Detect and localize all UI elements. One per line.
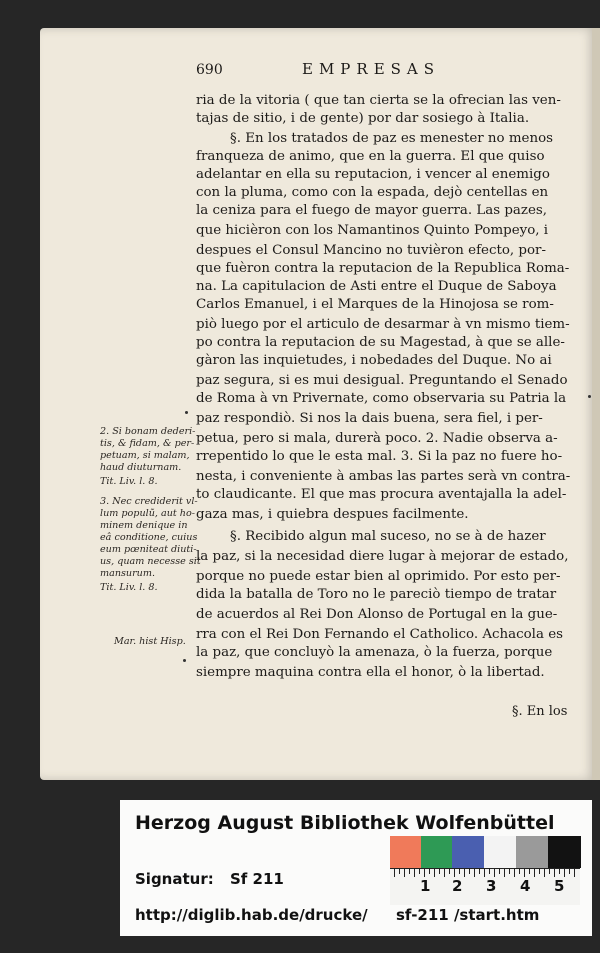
ruler-tick bbox=[404, 869, 405, 877]
text-line: adelantar en ella su reputacion, i vencer al enemigo bbox=[196, 167, 550, 182]
text-line: porque no puede estar bien al oprimido. Por esto per- bbox=[196, 569, 561, 584]
color-swatch-white bbox=[484, 836, 517, 868]
ruler-tick bbox=[469, 869, 470, 874]
ruler-tick bbox=[544, 869, 545, 877]
ruler-number: 4 bbox=[520, 877, 531, 895]
text-line: rrepentido lo que le esta mal. 3. Si la paz no fuere ho- bbox=[196, 449, 563, 464]
ruler-tick bbox=[524, 869, 525, 877]
text-line: la paz, si la necesidad diere lugar à mejorar de estado, bbox=[196, 549, 569, 564]
page-gutter bbox=[592, 28, 600, 780]
measurement-ruler bbox=[390, 868, 580, 905]
ruler-tick bbox=[554, 869, 555, 877]
ruler-tick bbox=[569, 869, 570, 874]
ruler-tick bbox=[534, 869, 535, 877]
ruler-tick bbox=[444, 869, 445, 877]
marginal-note-line: lum populũ, aut ho- bbox=[100, 508, 195, 519]
text-line: gàron las inquietudes, i nobedades del Duque. No ai bbox=[196, 353, 552, 368]
running-head: EMPRESAS bbox=[302, 60, 441, 78]
ruler-tick bbox=[549, 869, 550, 874]
text-line: que fuèron contra la reputacion de la Republica Roma- bbox=[196, 261, 570, 276]
text-line: que hicièron con los Namantinos Quinto Pompeyo, i bbox=[196, 223, 549, 238]
marginal-note-line: minem denique in bbox=[100, 520, 188, 531]
text-line: paz segura, si es mui desigual. Preguntando el Senado bbox=[196, 373, 568, 388]
ruler-tick bbox=[509, 869, 510, 874]
ruler-tick bbox=[489, 869, 490, 874]
marginal-note-line: petuam, si malam, bbox=[100, 450, 190, 461]
ruler-tick bbox=[409, 869, 410, 874]
marginal-note-line: tis, & fidam, & per- bbox=[100, 438, 195, 449]
ruler-tick bbox=[519, 869, 520, 874]
text-line: §. Recibido algun mal suceso, no se à de hazer bbox=[230, 529, 546, 544]
ruler-tick bbox=[494, 869, 495, 877]
catchword: §. En los bbox=[512, 704, 568, 719]
ruler-tick bbox=[479, 869, 480, 874]
ink-mark bbox=[588, 395, 591, 398]
color-swatch-black bbox=[548, 836, 581, 868]
ruler-tick bbox=[529, 869, 530, 874]
text-line: la paz, que concluyò la amenaza, ò la fuerza, porque bbox=[196, 645, 553, 660]
ruler-tick bbox=[514, 869, 515, 877]
ruler-number: 3 bbox=[486, 877, 497, 895]
ink-mark bbox=[185, 411, 188, 414]
color-swatch-blue bbox=[452, 836, 485, 868]
ruler-tick bbox=[484, 869, 485, 877]
ruler-tick bbox=[449, 869, 450, 874]
text-line: franqueza de animo, que en la guerra. El que quiso bbox=[196, 149, 545, 164]
text-line: petua, pero si mala, durerà poco. 2. Nadie observa a- bbox=[196, 431, 558, 446]
marginal-note-line: eum pœniteat diuti- bbox=[100, 544, 197, 555]
ruler-number: 2 bbox=[452, 877, 463, 895]
text-line: con la pluma, como con la espada, dejò centellas en bbox=[196, 185, 549, 200]
ruler-tick bbox=[499, 869, 500, 874]
library-name: Herzog August Bibliothek Wolfenbüttel bbox=[135, 812, 555, 834]
page-number: 690 bbox=[196, 62, 223, 78]
text-line: to claudicante. El que mas procura aventajalla la adel- bbox=[196, 487, 567, 502]
marginal-note-line: Mar. hist Hisp. bbox=[114, 636, 186, 647]
text-line: dida la batalla de Toro no le pareciò tiempo de tratar bbox=[196, 587, 557, 602]
text-line: siempre maquina contra ella el honor, ò la libertad. bbox=[196, 665, 545, 680]
text-line: rra con el Rei Don Fernando el Catholico. Achacola es bbox=[196, 627, 563, 642]
ruler-tick bbox=[559, 869, 560, 874]
signatur-label: Signatur: bbox=[135, 870, 214, 888]
ruler-tick bbox=[424, 869, 425, 877]
ruler-tick bbox=[564, 869, 565, 877]
text-line: despues el Consul Mancino no tuvièron efecto, por- bbox=[196, 243, 546, 258]
ruler-tick bbox=[439, 869, 440, 874]
marginal-note-line: us, quam necesse sit bbox=[100, 556, 201, 567]
ruler-tick bbox=[454, 869, 455, 877]
text-line: §. En los tratados de paz es menester no menos bbox=[230, 131, 554, 146]
url-text: http://diglib.hab.de/drucke/ bbox=[135, 906, 368, 924]
text-line: de acuerdos al Rei Don Alonso de Portugal en la gue- bbox=[196, 607, 558, 622]
text-line: tajas de sitio, i de gente) por dar sosiego à Italia. bbox=[196, 111, 530, 126]
marginal-note-line: 3. Nec crediderit vl- bbox=[100, 496, 198, 507]
ruler-tick bbox=[399, 869, 400, 874]
ruler-number: 5 bbox=[554, 877, 565, 895]
marginal-note-line: eâ conditione, cuius bbox=[100, 532, 198, 543]
ruler-tick bbox=[429, 869, 430, 874]
text-line: na. La capitulacion de Asti entre el Duque de Saboya bbox=[196, 279, 557, 294]
ruler-tick bbox=[459, 869, 460, 874]
ruler-tick bbox=[419, 869, 420, 874]
signatur-value: Sf 211 bbox=[230, 870, 284, 888]
text-line: po contra la reputacion de su Magestad, à que se alle- bbox=[196, 335, 565, 350]
marginal-note-line: mansurum. bbox=[100, 568, 156, 579]
ruler-tick bbox=[414, 869, 415, 877]
marginal-note-line: Tit. Liv. l. 8. bbox=[100, 476, 158, 487]
text-line: nesta, i conveniente à ambas las partes serà vn contra- bbox=[196, 469, 571, 484]
text-line: de Roma à vn Privernate, como observaria su Patria la bbox=[196, 391, 567, 406]
marginal-note-line: haud diuturnam. bbox=[100, 462, 182, 473]
text-line: Carlos Emanuel, i el Marques de la Hinojosa se rom- bbox=[196, 297, 554, 312]
ruler-tick bbox=[434, 869, 435, 877]
ink-mark bbox=[183, 659, 186, 662]
ruler-tick bbox=[394, 869, 395, 877]
marginal-note-line: Tit. Liv. l. 8. bbox=[100, 582, 158, 593]
text-line: paz respondiò. Si nos la dais buena, sera fiel, i per- bbox=[196, 411, 543, 426]
ruler-tick bbox=[539, 869, 540, 874]
ruler-tick bbox=[474, 869, 475, 877]
ruler-tick bbox=[464, 869, 465, 877]
text-line: ria de la vitoria ( que tan cierta se la ofrecian las ven- bbox=[196, 93, 561, 108]
marginal-note-line: 2. Si bonam dederi- bbox=[100, 426, 196, 437]
text-line: gaza mas, i quiebra despues facilmente. bbox=[196, 507, 469, 522]
ruler-tick bbox=[574, 869, 575, 877]
text-line: piò luego por el articulo de desarmar à vn mismo tiem- bbox=[196, 317, 570, 332]
color-swatch-gray bbox=[516, 836, 549, 868]
url-path-text: sf-211 /start.htm bbox=[396, 906, 540, 924]
ruler-tick bbox=[504, 869, 505, 877]
color-swatch-red bbox=[390, 836, 423, 868]
text-line: la ceniza para el fuego de mayor guerra. Las pazes, bbox=[196, 203, 548, 218]
color-swatch-green bbox=[421, 836, 454, 868]
ruler-number: 1 bbox=[420, 877, 431, 895]
